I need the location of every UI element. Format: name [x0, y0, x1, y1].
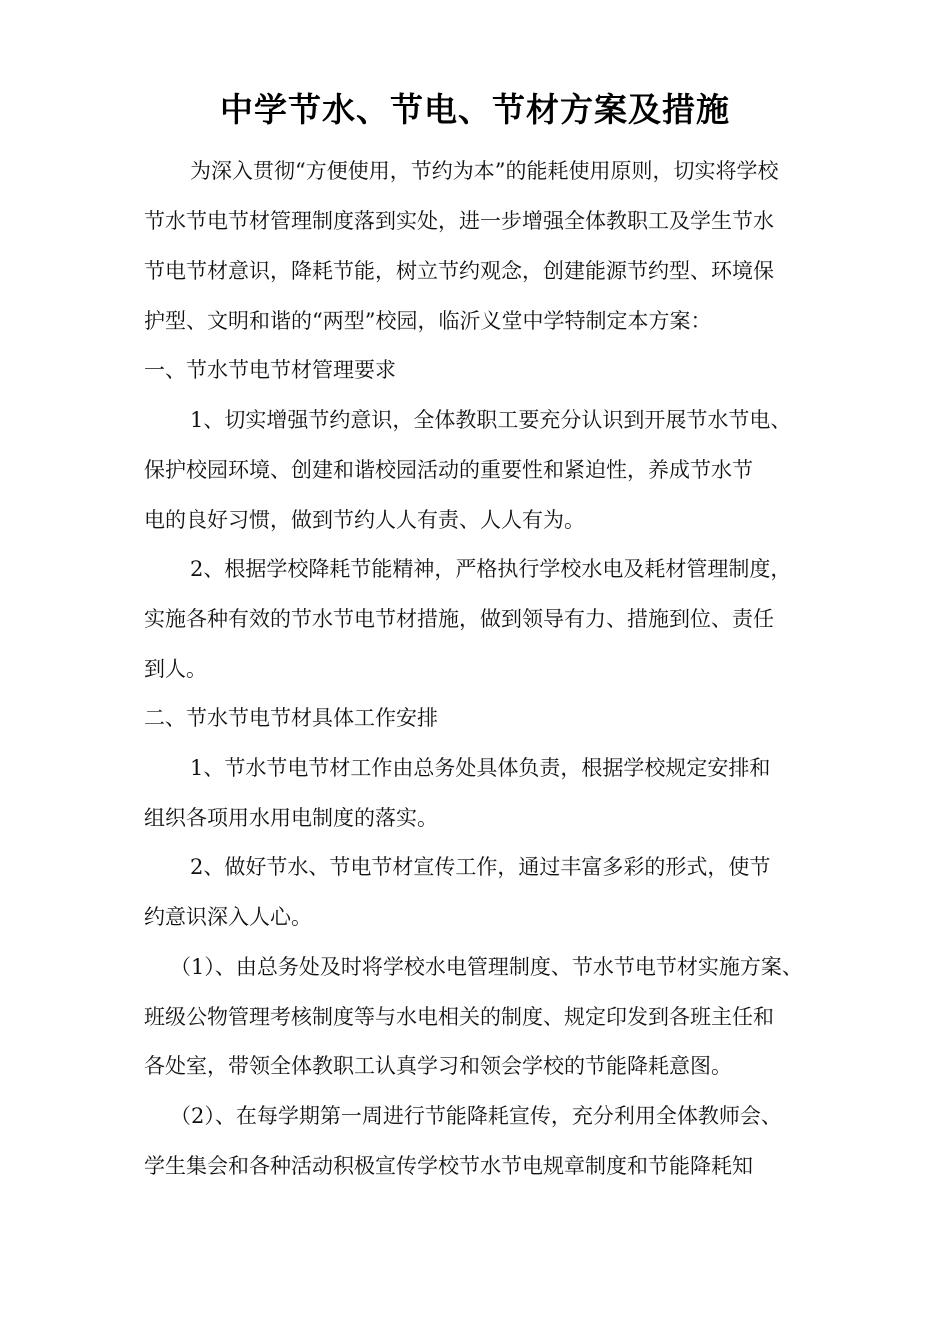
paragraph-line: 学生集会和各种活动积极宣传学校节水节电规章制度和节能降耗知: [144, 1154, 753, 1178]
paragraph-line: 实施各种有效的节水节电节材措施，做到领导有力、措施到位、责任: [144, 607, 774, 631]
paragraph-line: 到人。: [144, 657, 207, 681]
paragraph-line: 各处室，带领全体教职工认真学习和领会学校的节能降耗意图。: [144, 1054, 732, 1078]
paragraph-line: 2、做好节水、节电节材宣传工作，通过丰富多彩的形式，使节: [190, 855, 771, 879]
paragraph-line: 约意识深入人心。: [144, 905, 312, 929]
paragraph-line: 节电节材意识，降耗节能，树立节约观念，创建能源节约型、环境保: [144, 259, 774, 283]
paragraph-line: 为深入贯彻“方便使用，节约为本”的能耗使用原则，切实将学校: [190, 159, 779, 183]
paragraph-line: （2）、在每学期第一周进行节能降耗宣传，充分利用全体教师会、: [170, 1104, 782, 1128]
paragraph-line: 电的良好习惯，做到节约人人有责、人人有为。: [144, 508, 585, 532]
section-heading: 二、节水节电节材具体工作安排: [144, 706, 438, 730]
paragraph-line: 1、切实增强节约意识，全体教职工要充分认识到开展节水节电、: [190, 408, 792, 432]
section-heading: 一、节水节电节材管理要求: [144, 358, 396, 382]
paragraph-line: 保护校园环境、创建和谐校园活动的重要性和紧迫性，养成节水节: [144, 458, 753, 482]
paragraph-line: 节水节电节材管理制度落到实处，进一步增强全体教职工及学生节水: [144, 209, 774, 233]
paragraph-line: 护型、文明和谐的“两型”校园，临沂义堂中学特制定本方案：: [144, 309, 712, 333]
document-title: 中学节水、节电、节材方案及措施: [220, 90, 730, 129]
paragraph-line: 组织各项用水用电制度的落实。: [144, 806, 438, 830]
paragraph-line: 1、节水节电节材工作由总务处具体负责，根据学校规定安排和: [190, 756, 771, 780]
paragraph-line: （1）、由总务处及时将学校水电管理制度、节水节电节材实施方案、: [170, 955, 803, 979]
paragraph-line: 班级公物管理考核制度等与水电相关的制度、规定印发到各班主任和: [144, 1005, 774, 1029]
paragraph-line: 2、根据学校降耗节能精神，严格执行学校水电及耗材管理制度，: [190, 557, 792, 581]
